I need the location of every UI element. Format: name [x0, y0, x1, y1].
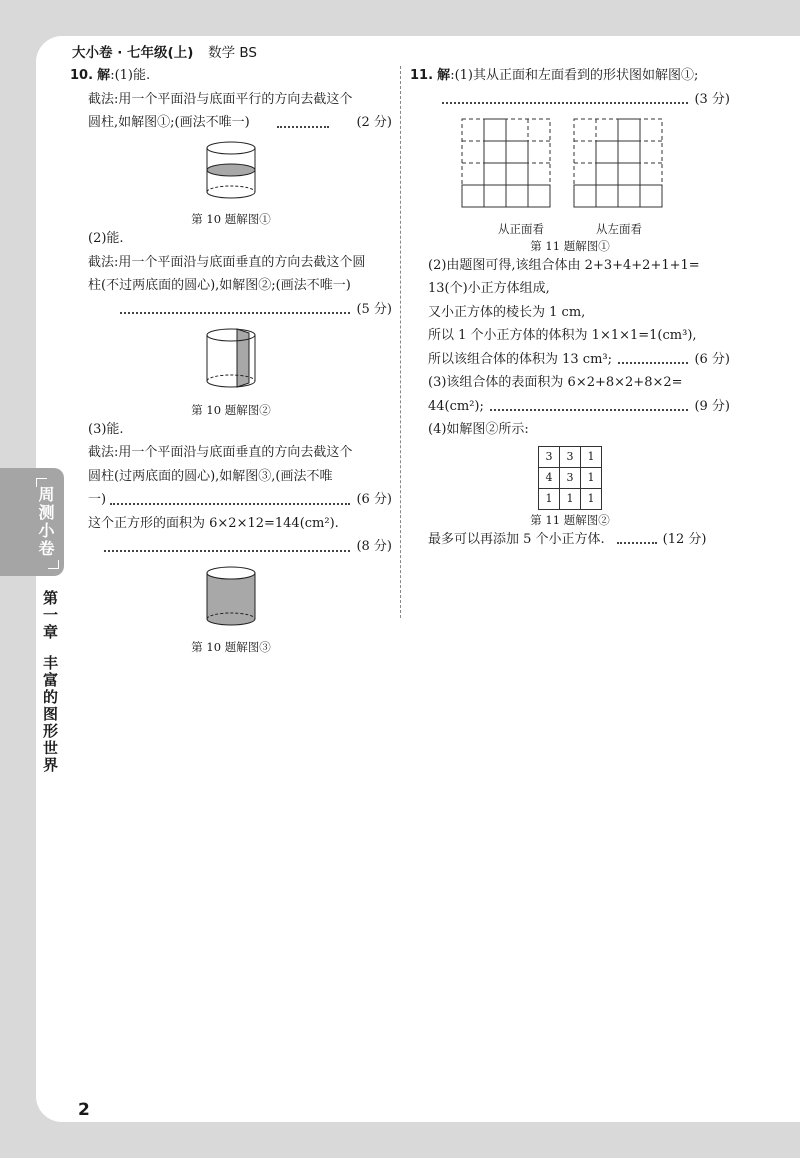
part-2-line-5: 所以该组合体的体积为 13 cm³;	[428, 351, 613, 367]
part-3-line-1: (3)该组合体的表面积为 6×2+8×2+8×2=	[428, 375, 683, 390]
figure-11-2	[410, 446, 730, 510]
dot-leader	[277, 111, 329, 128]
part-1-score: (3 分)	[694, 91, 730, 107]
part-4-line-2: 最多可以再添加 5 个小正方体.	[428, 531, 605, 547]
figure-11-1-caption: 第 11 题解图①	[530, 238, 610, 253]
question-number: 11.	[410, 68, 434, 83]
figure-11-1	[410, 117, 730, 236]
part-3-line-2: 44(cm²);	[428, 398, 484, 414]
grid-cell: 3	[560, 446, 581, 467]
cylinder-horizontal-cut-diagram	[201, 139, 261, 201]
part-3-line-4: 这个正方形的面积为 6×2×12=144(cm²).	[88, 515, 339, 531]
three-view-diagrams	[460, 117, 680, 215]
chapter-label	[40, 590, 61, 774]
front-view-label: 从正面看	[498, 221, 544, 236]
grid-cell: 1	[539, 488, 560, 509]
grid-cell: 3	[560, 467, 581, 488]
grid-row	[539, 467, 602, 488]
answer-lead: 解	[97, 68, 111, 83]
part-2-line-1: 截法:用一个平面沿与底面垂直的方向去截这个圆	[88, 254, 366, 270]
part-2-line-1: (2)由题图可得,该组合体由 2+3+4+2+1+1=	[428, 257, 700, 273]
grid-row	[539, 446, 602, 467]
part-1-head: :(1)能.	[110, 68, 151, 83]
question-10	[70, 64, 392, 655]
part-3-score: (9 分)	[694, 398, 730, 414]
dot-leader	[490, 395, 689, 412]
subject-label: 数学 BS	[208, 45, 257, 61]
part-2-line-2: 柱(不过两底面的圆心),如解图②;(画法不唯一)	[88, 278, 351, 293]
grid-cell: 3	[539, 446, 560, 467]
part-1-line-2: 圆柱,如解图①;(画法不唯一)	[88, 115, 250, 130]
part-2-head: (2)能.	[88, 231, 124, 246]
cylinder-axial-cut-diagram	[201, 563, 261, 629]
part-2-line-2: 13(个)小正方体组成,	[428, 281, 550, 296]
part-3-score-1: (6 分)	[356, 492, 392, 507]
grid-cell: 1	[581, 467, 602, 488]
page-header	[72, 41, 257, 61]
grid-row	[539, 488, 602, 509]
cylinder-vertical-cut-diagram	[201, 325, 261, 391]
dot-leader	[110, 488, 350, 505]
figure-10-2-caption: 第 10 题解图②	[191, 402, 271, 417]
grid-cell: 1	[581, 488, 602, 509]
grid-cell: 1	[581, 446, 602, 467]
dot-leader	[104, 535, 350, 552]
part-4-line-1: (4)如解图②所示:	[428, 422, 529, 437]
figure-10-2	[70, 325, 392, 400]
part-4-score: (12 分)	[662, 531, 707, 547]
dot-leader	[120, 298, 350, 315]
answer-lead: 解	[437, 68, 451, 83]
part-1-score: (2 分)	[356, 115, 392, 130]
left-view-grid	[574, 119, 662, 207]
part-2-score: (6 分)	[694, 351, 730, 367]
grid-cell: 1	[560, 488, 581, 509]
figure-11-2-caption: 第 11 题解图②	[530, 512, 610, 527]
part-1-line-1: 截法:用一个平面沿与底面平行的方向去截这个	[88, 91, 353, 107]
side-tab-label: 周测小卷	[36, 486, 55, 558]
question-number: 10.	[70, 68, 94, 83]
tab-bracket-bottom	[48, 560, 59, 569]
top-view-count-grid	[538, 446, 602, 510]
dot-leader	[617, 528, 657, 545]
part-3-line-2: 圆柱(过两底面的圆心),如解图③,(画法不唯	[88, 468, 333, 484]
chapter-title: 丰富的图形世界	[41, 655, 59, 774]
part-3-line-3: 一)	[88, 492, 107, 507]
left-view-label: 从左面看	[596, 221, 642, 236]
part-3-head: (3)能.	[88, 421, 124, 437]
part-2-line-3: 又小正方体的棱长为 1 cm,	[428, 304, 586, 320]
figure-10-3	[70, 563, 392, 638]
part-3-line-1: 截法:用一个平面沿与底面垂直的方向去截这个	[88, 445, 353, 460]
part-2-line-4: 所以 1 个小正方体的体积为 1×1×1=1(cm³),	[428, 328, 697, 343]
figure-10-1	[70, 139, 392, 210]
dot-leader	[618, 348, 688, 365]
part-1-line-1: :(1)其从正面和左面看到的形状图如解图①;	[450, 68, 699, 83]
chapter-number: 第一章	[41, 590, 59, 641]
part-2-score: (5 分)	[356, 301, 392, 317]
grid-cell: 4	[539, 467, 560, 488]
column-divider	[400, 66, 401, 618]
dot-leader	[442, 88, 688, 105]
front-view-grid	[462, 119, 550, 207]
question-11	[410, 64, 730, 551]
figure-10-1-caption: 第 10 题解图①	[191, 212, 271, 226]
book-title: 大小卷 · 七年级(上)	[72, 45, 194, 61]
part-3-score-2: (8 分)	[356, 539, 392, 554]
figure-10-3-caption: 第 10 题解图③	[191, 640, 271, 654]
page-number: 2	[78, 1100, 90, 1120]
